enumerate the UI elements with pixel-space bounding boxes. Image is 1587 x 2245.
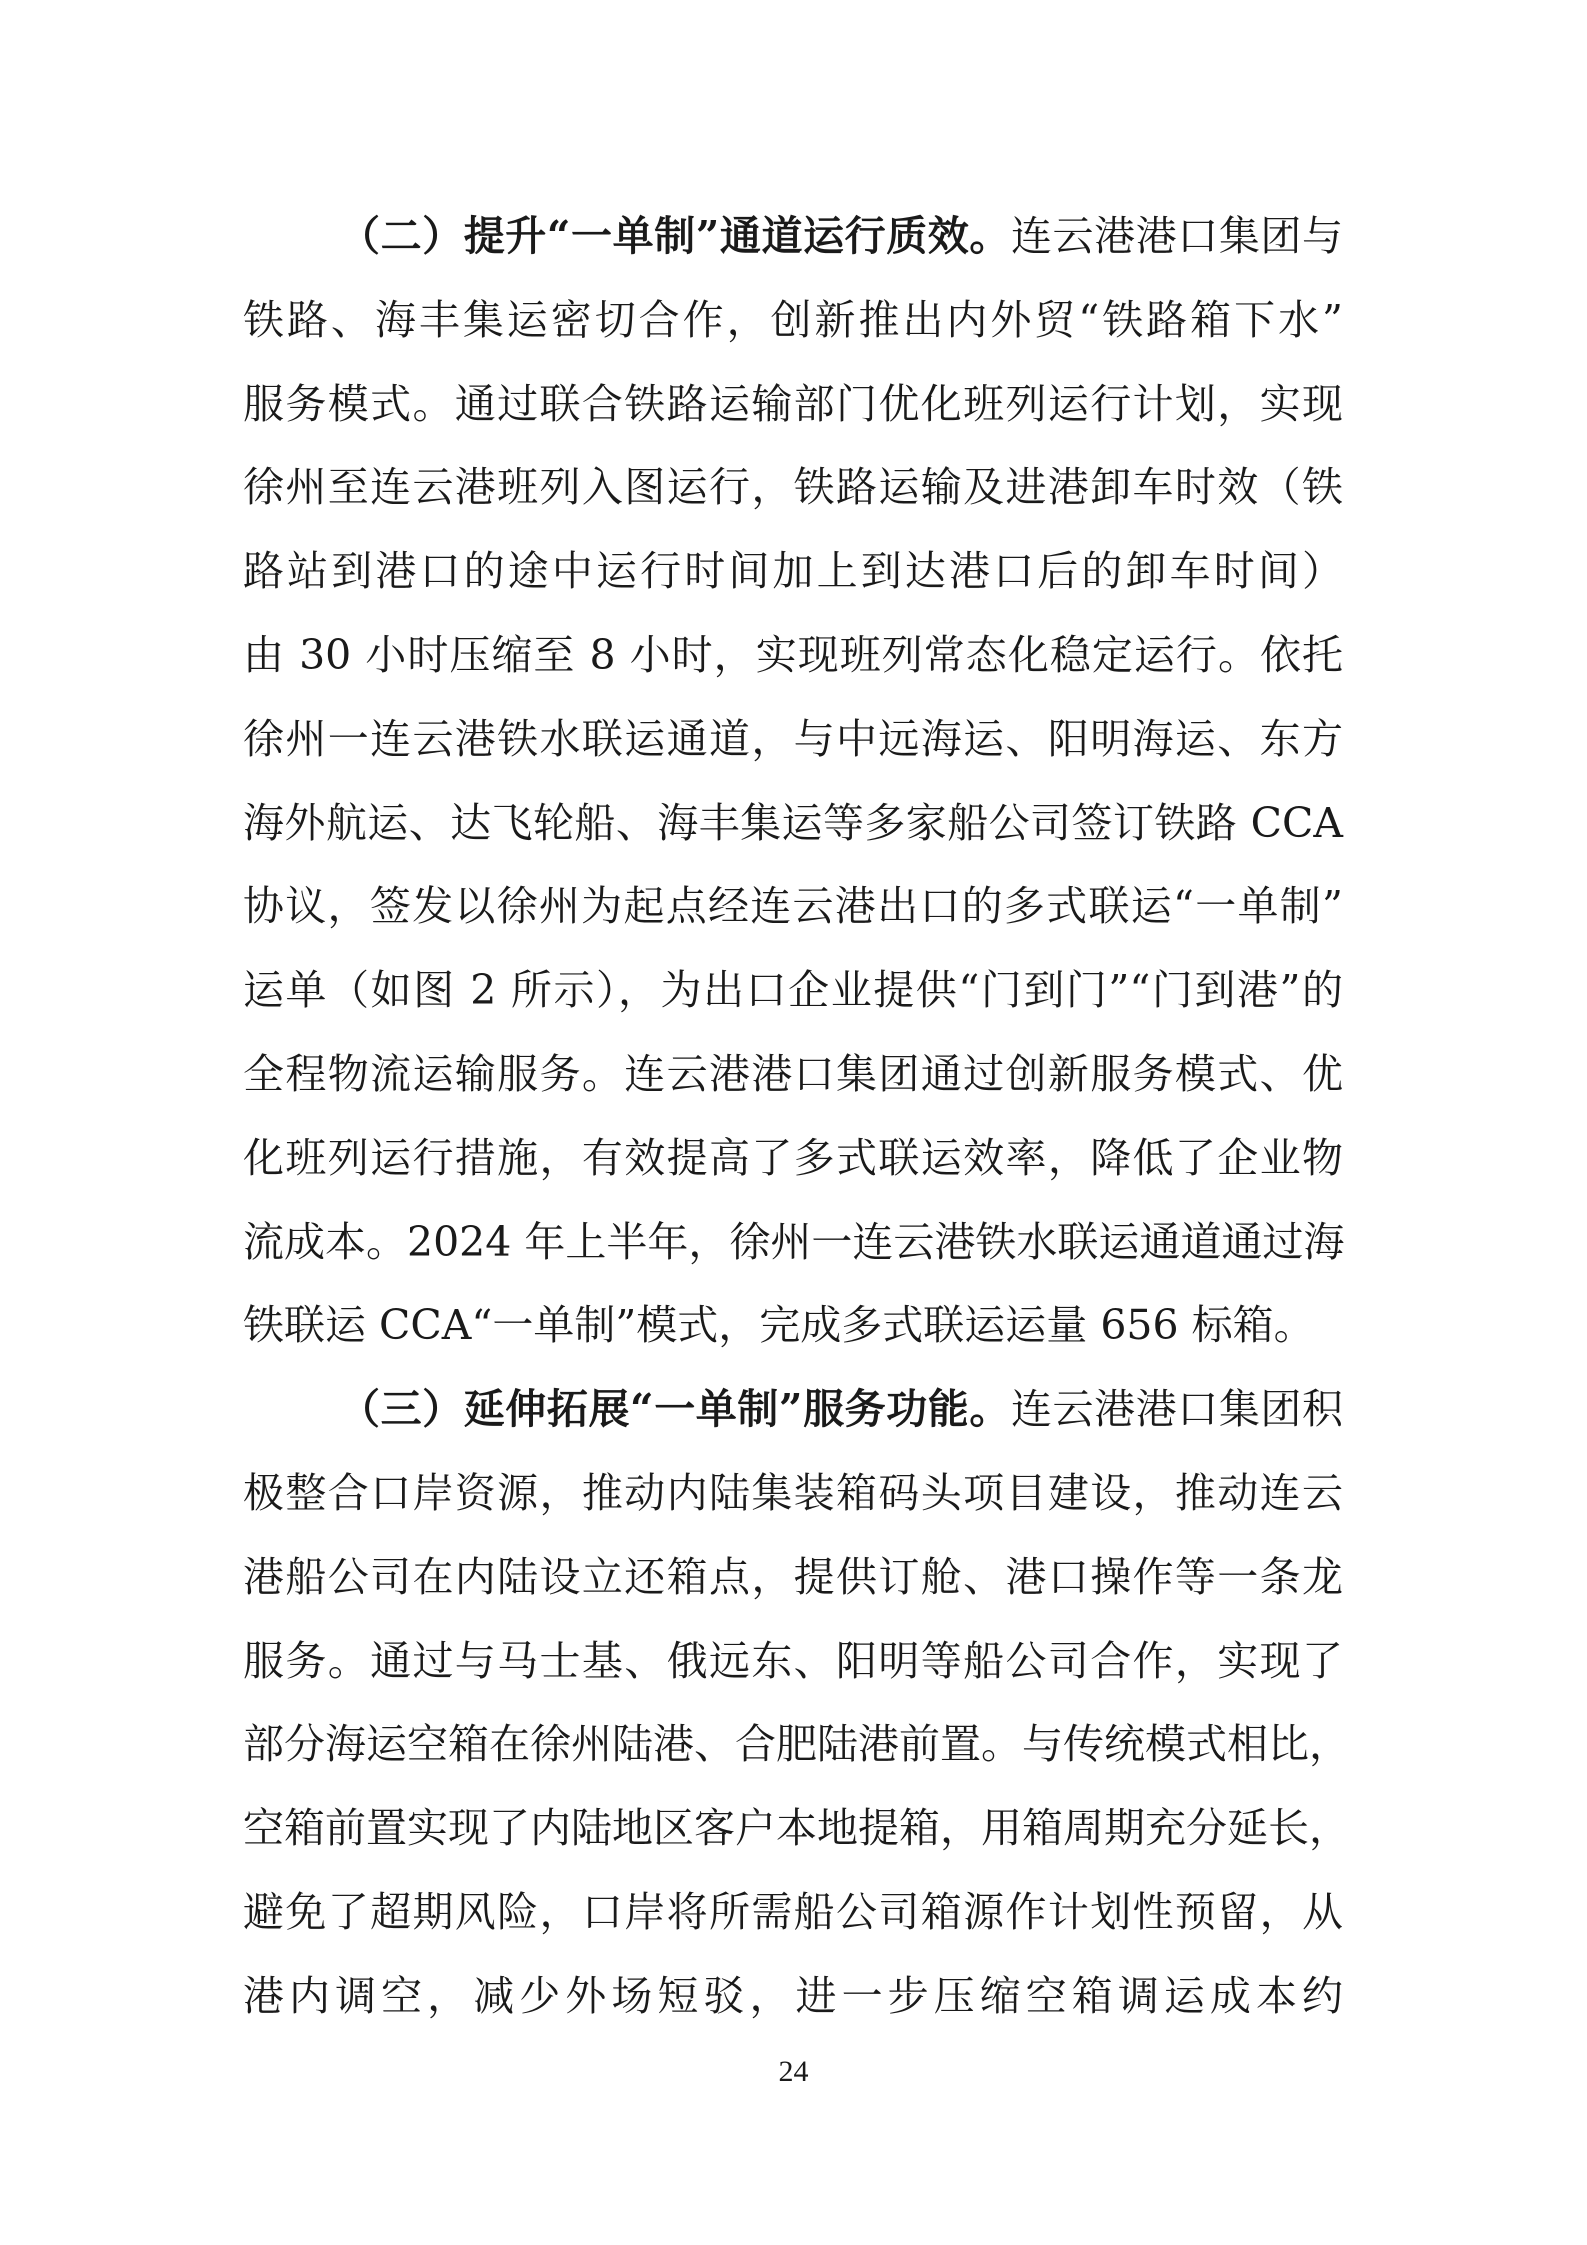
paragraph-line: 极整合口岸资源，推动内陆集装箱码头项目建设，推动连云 [243, 1468, 1343, 1517]
paragraph-line: 服务模式。通过联合铁路运输部门优化班列运行计划，实现 [243, 379, 1343, 428]
paragraph-line: 避免了超期风险，口岸将所需船公司箱源作计划性预留，从 [243, 1887, 1343, 1936]
paragraph-line [243, 195, 1343, 279]
paragraph-line: 协议，签发以徐州为起点经连云港出口的多式联运“一单制” [243, 882, 1343, 931]
paragraph-line: 海外航运、达飞轮船、海丰集运等多家船公司签订铁路 CCA [243, 798, 1343, 847]
paragraph-line: 铁路、海丰集运密切合作，创新推出内外贸“铁路箱下水” [243, 295, 1343, 344]
body-text [243, 195, 1350, 2039]
paragraph-line: 徐州一连云港铁水联运通道，与中远海运、阳明海运、东方 [243, 714, 1343, 763]
paragraph-line: 服务。通过与马士基、俄远东、阳明等船公司合作，实现了 [243, 1636, 1343, 1685]
paragraph-line: 部分海运空箱在徐州陆港、合肥陆港前置。与传统模式相比， [243, 1720, 1350, 1769]
page-number: 24 [778, 2055, 809, 2088]
section-heading: （三）延伸拓展“一单制”服务功能。 [339, 1385, 1011, 1434]
paragraph-line: 由 30 小时压缩至 8 小时，实现班列常态化稳定运行。依托 [243, 630, 1343, 679]
paragraph-line: 空箱前置实现了内陆地区客户本地提箱，用箱周期充分延长， [243, 1804, 1350, 1853]
paragraph-line: 运单（如图 2 所示），为出口企业提供“门到门”“门到港”的 [243, 966, 1343, 1015]
paragraph-line: 化班列运行措施，有效提高了多式联运效率，降低了企业物 [243, 1133, 1343, 1182]
paragraph-line [243, 1368, 1343, 1452]
paragraph-text: 连云港港口集团积 [1010, 1385, 1344, 1434]
section-heading: （二）提升“一单制”通道运行质效。 [339, 212, 1011, 260]
paragraph-line: 全程物流运输服务。连云港港口集团通过创新服务模式、优 [243, 1049, 1343, 1098]
paragraph-line: 港船公司在内陆设立还箱点，提供订舱、港口操作等一条龙 [243, 1552, 1343, 1601]
paragraph-line: 港内调空，减少外场短驳，进一步压缩空箱调运成本约 [243, 1971, 1343, 2020]
paragraph-line: 流成本。2024 年上半年，徐州一连云港铁水联运通道通过海 [243, 1217, 1345, 1266]
paragraph-line: 徐州至连云港班列入图运行，铁路运输及进港卸车时效（铁 [243, 463, 1343, 512]
paragraph-line: 铁联运 CCA“一单制”模式，完成多式联运运量 656 标箱。 [243, 1301, 1315, 1350]
paragraph-line: 路站到港口的途中运行时间加上到达港口后的卸车时间） [243, 547, 1343, 596]
paragraph-text: 连云港港口集团与 [1010, 212, 1344, 260]
